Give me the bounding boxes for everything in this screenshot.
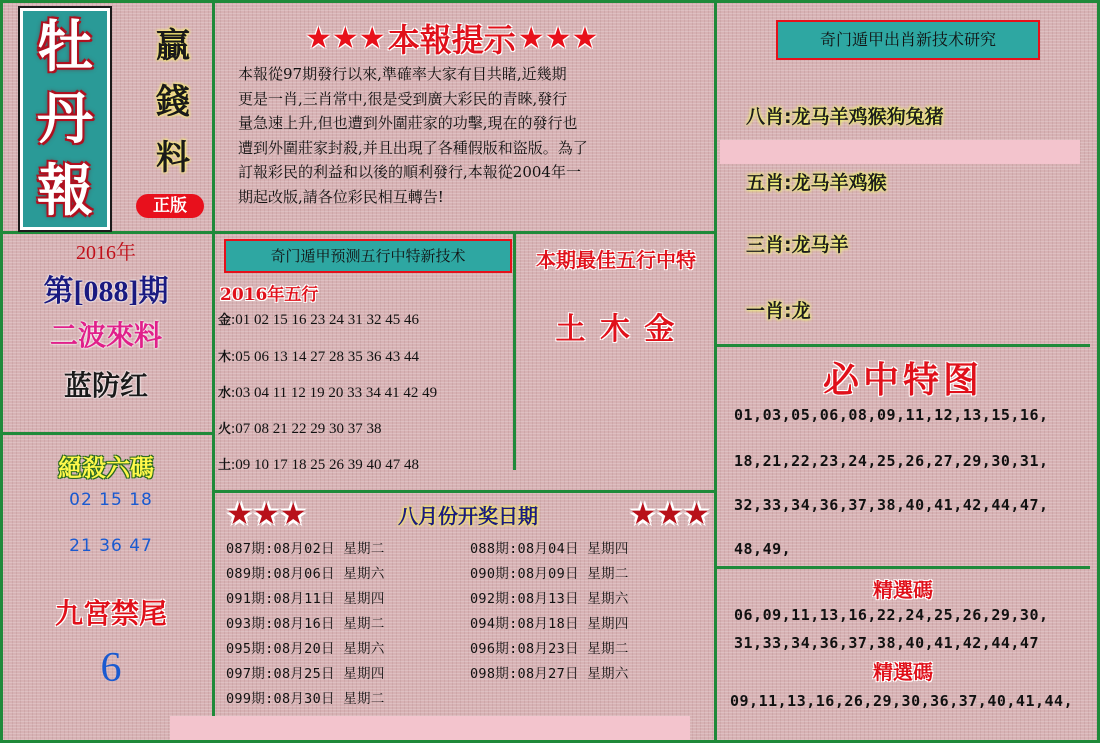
divider-v3	[513, 232, 516, 470]
wuxing-subtitle: 2016年五行	[220, 285, 319, 305]
genuine-badge: 正版	[136, 194, 204, 218]
element-numbers: 05 06 13 14 27 28 35 36 43 44	[235, 349, 419, 365]
draw-date: 093期:08月16日 星期二	[226, 616, 385, 632]
element-numbers: 03 04 11 12 19 20 33 34 41 42 49	[235, 385, 438, 401]
wave-label: 二波來料	[49, 319, 162, 352]
logo-char-3: 報	[37, 158, 93, 224]
wuxing-row: 火:07 08 21 22 29 30 37 38	[218, 421, 382, 437]
notice-line: 遭到外圍莊家封殺,并且出現了各種假版和盜版。為了	[238, 138, 588, 157]
draw-date: 097期:08月25日 星期四	[226, 666, 385, 682]
notice-line: 期起改版,請各位彩民相互轉告!	[238, 187, 444, 206]
zodiac-title: 奇门遁甲出肖新技术研究	[776, 20, 1040, 60]
issue-number: 第[088]期	[43, 275, 169, 308]
must-hit-row: 48,49,	[734, 540, 792, 558]
side-char-2: 錢	[156, 82, 190, 122]
must-hit-row: 18,21,22,23,24,25,26,27,29,30,31,	[734, 452, 1049, 470]
draw-row	[226, 662, 629, 682]
wave-value: 蓝防红	[63, 369, 148, 402]
divider-h2	[0, 432, 214, 435]
draw-date: 089期:08月06日 星期六	[226, 566, 385, 582]
must-hit-row: 32,33,34,36,37,38,40,41,42,44,47,	[734, 496, 1049, 514]
nine-palace-value: 6	[100, 645, 122, 691]
kill-six-title: 絕殺六碼	[58, 453, 154, 482]
notice-line: 量急速上升,但也遭到外圍莊家的功擊,現在的發行也	[238, 114, 578, 132]
pink-bar	[720, 140, 1080, 164]
draw-row	[226, 537, 629, 557]
wuxing-row: 土:09 10 17 18 25 26 39 40 47 48	[218, 457, 419, 473]
best-wuxing-value: 土 木 金	[555, 312, 677, 347]
divider-h3	[214, 490, 714, 493]
zodiac-eight: 八肖:龙马羊鸡猴狗兔猪	[746, 106, 944, 128]
kill-six-row1: 02 15 18	[69, 490, 153, 510]
draw-dates-title: 八月份开奖日期	[398, 503, 538, 528]
draw-dates-heading	[226, 496, 710, 532]
wuxing-row: 金:01 02 15 16 23 24 31 32 45 46	[218, 312, 419, 328]
masthead-logo	[20, 8, 110, 230]
element-numbers: 09 10 17 18 25 26 39 40 47 48	[235, 457, 419, 473]
logo-char-2: 丹	[37, 86, 93, 152]
notice-line: 更是一肖,三肖常中,很是受到廣大彩民的青睞,發行	[238, 89, 568, 108]
element-label: 水	[218, 385, 232, 400]
element-label: 金	[218, 312, 232, 327]
best-wuxing-title: 本期最佳五行中特	[536, 248, 696, 272]
divider-h5	[716, 566, 1090, 569]
pink-bar-bottom	[170, 716, 690, 740]
draw-row	[226, 562, 629, 582]
draw-date: 096期:08月23日 星期二	[470, 641, 629, 657]
border-top	[0, 0, 1100, 3]
draw-date: 092期:08月13日 星期六	[470, 591, 629, 607]
wuxing-row: 木:05 06 13 14 27 28 35 36 43 44	[218, 349, 419, 365]
must-hit-title: 必中特图	[822, 359, 983, 401]
draw-date: 090期:08月09日 星期二	[470, 566, 629, 582]
star-icon: ★★★	[517, 20, 599, 56]
wuxing-title: 奇门遁甲预测五行中特新技术	[224, 239, 512, 273]
draw-row	[226, 687, 470, 707]
kill-six-row2: 21 36 47	[69, 536, 153, 556]
draw-row	[226, 637, 629, 657]
element-label: 土	[218, 457, 232, 472]
side-char-3: 料	[156, 138, 190, 178]
draw-date: 099期:08月30日 星期二	[226, 691, 385, 707]
draw-date: 098期:08月27日 星期六	[470, 666, 629, 682]
zodiac-three: 三肖:龙马羊	[746, 234, 849, 256]
selected-title-1: 精選碼	[873, 578, 933, 602]
logo-char-1: 牡	[37, 14, 93, 80]
zodiac-five: 五肖:龙马羊鸡猴	[746, 172, 887, 194]
notice-line: 訂報彩民的利益和以後的順利發行,本報從2004年一	[238, 163, 581, 181]
divider-h1	[0, 231, 714, 234]
star-icon: ★★★	[305, 20, 386, 56]
element-label: 木	[218, 349, 232, 364]
notice-title: 本報提示	[387, 21, 516, 59]
selected-row: 31,33,34,36,37,38,40,41,42,44,47	[734, 634, 1039, 652]
element-numbers: 01 02 15 16 23 24 31 32 45 46	[235, 312, 419, 328]
draw-date: 094期:08月18日 星期四	[470, 616, 629, 632]
zodiac-one: 一肖:龙	[746, 300, 811, 322]
selected-row: 06,09,11,13,16,22,24,25,26,29,30,	[734, 606, 1049, 624]
draw-row	[226, 612, 629, 632]
star-icon: ★★★	[226, 496, 307, 532]
notice-heading	[305, 14, 598, 62]
draw-row	[226, 587, 629, 607]
nine-palace-title: 九宮禁尾	[54, 597, 167, 630]
issue-year: 2016年	[76, 242, 136, 264]
divider-h4	[716, 344, 1090, 347]
draw-date: 088期:08月04日 星期四	[470, 541, 629, 557]
star-icon: ★★★	[629, 496, 710, 532]
selected-title-2: 精選碼	[873, 660, 933, 684]
element-label: 火	[218, 421, 232, 436]
draw-date: 095期:08月20日 星期六	[226, 641, 385, 657]
selected-row: 09,11,13,16,26,29,30,36,37,40,41,44,	[730, 692, 1074, 710]
must-hit-row: 01,03,05,06,08,09,11,12,13,15,16,	[734, 406, 1049, 424]
notice-line: 本報從97期發行以來,準確率大家有目共睹,近幾期	[238, 65, 567, 83]
notice-text	[238, 62, 686, 209]
draw-date: 087期:08月02日 星期二	[226, 541, 385, 557]
wuxing-row: 水:03 04 11 12 19 20 33 34 41 42 49	[218, 385, 438, 401]
element-numbers: 07 08 21 22 29 30 37 38	[235, 421, 382, 437]
side-char-1: 贏	[156, 26, 190, 66]
draw-date: 091期:08月11日 星期四	[226, 591, 385, 607]
